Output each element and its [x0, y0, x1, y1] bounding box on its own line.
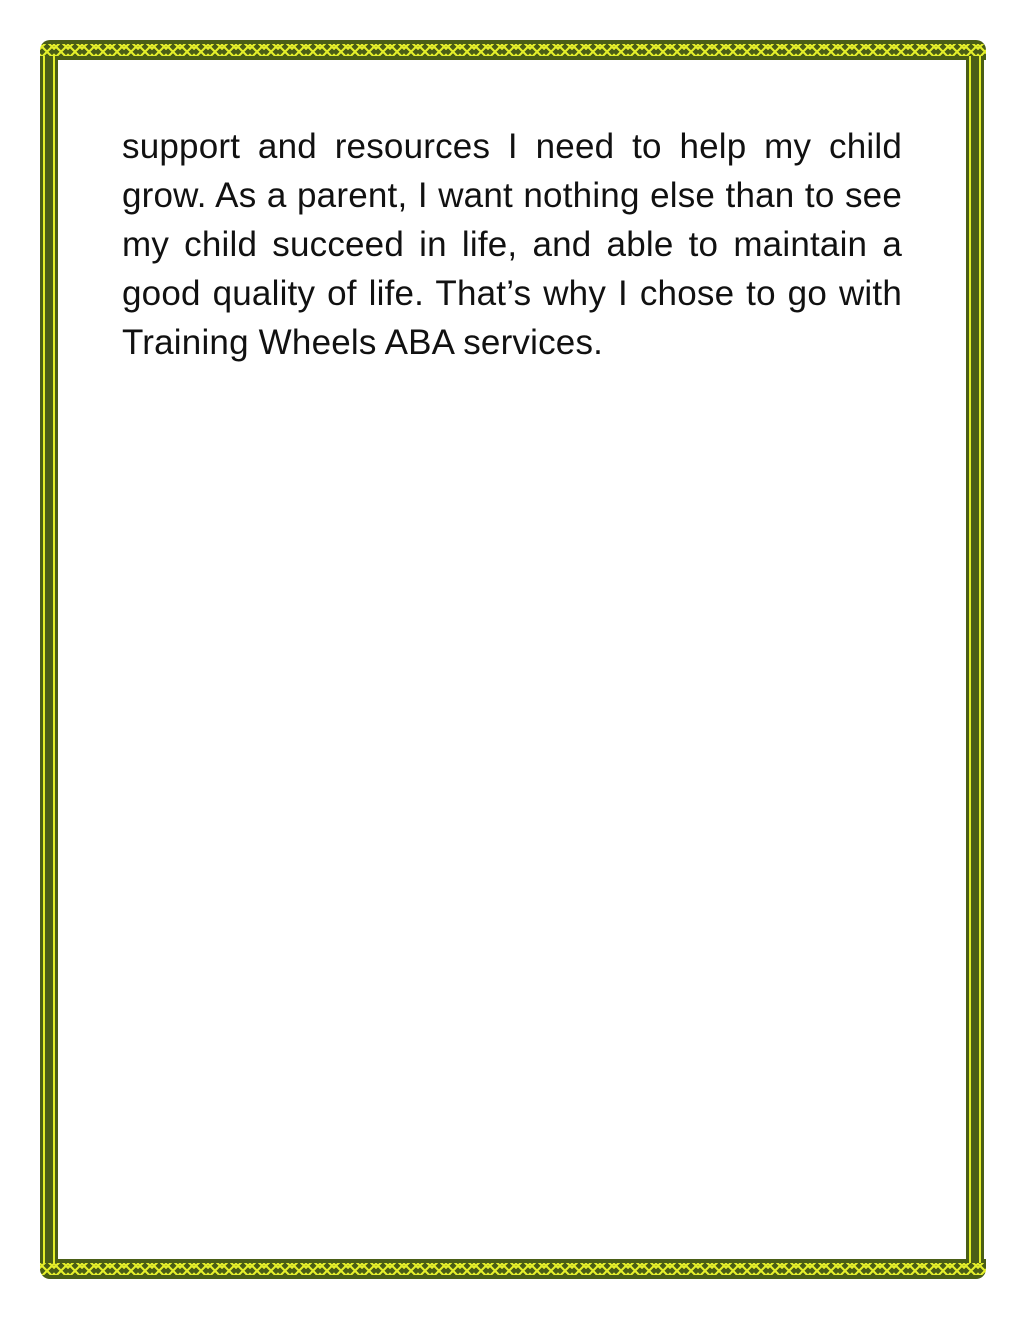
decorative-border-bottom — [40, 1259, 986, 1279]
decorative-border-top — [40, 40, 986, 60]
page-content — [122, 122, 902, 367]
decorative-border-left — [40, 56, 58, 1263]
decorative-border-right — [966, 56, 984, 1263]
body-paragraph: support and resources I need to help my child grow. As a parent, I want nothing else than to see my child succeed in life, and able to maintain a good quality of life. That’s why I chose to go with Training Wheels ABA services. — [122, 127, 902, 362]
